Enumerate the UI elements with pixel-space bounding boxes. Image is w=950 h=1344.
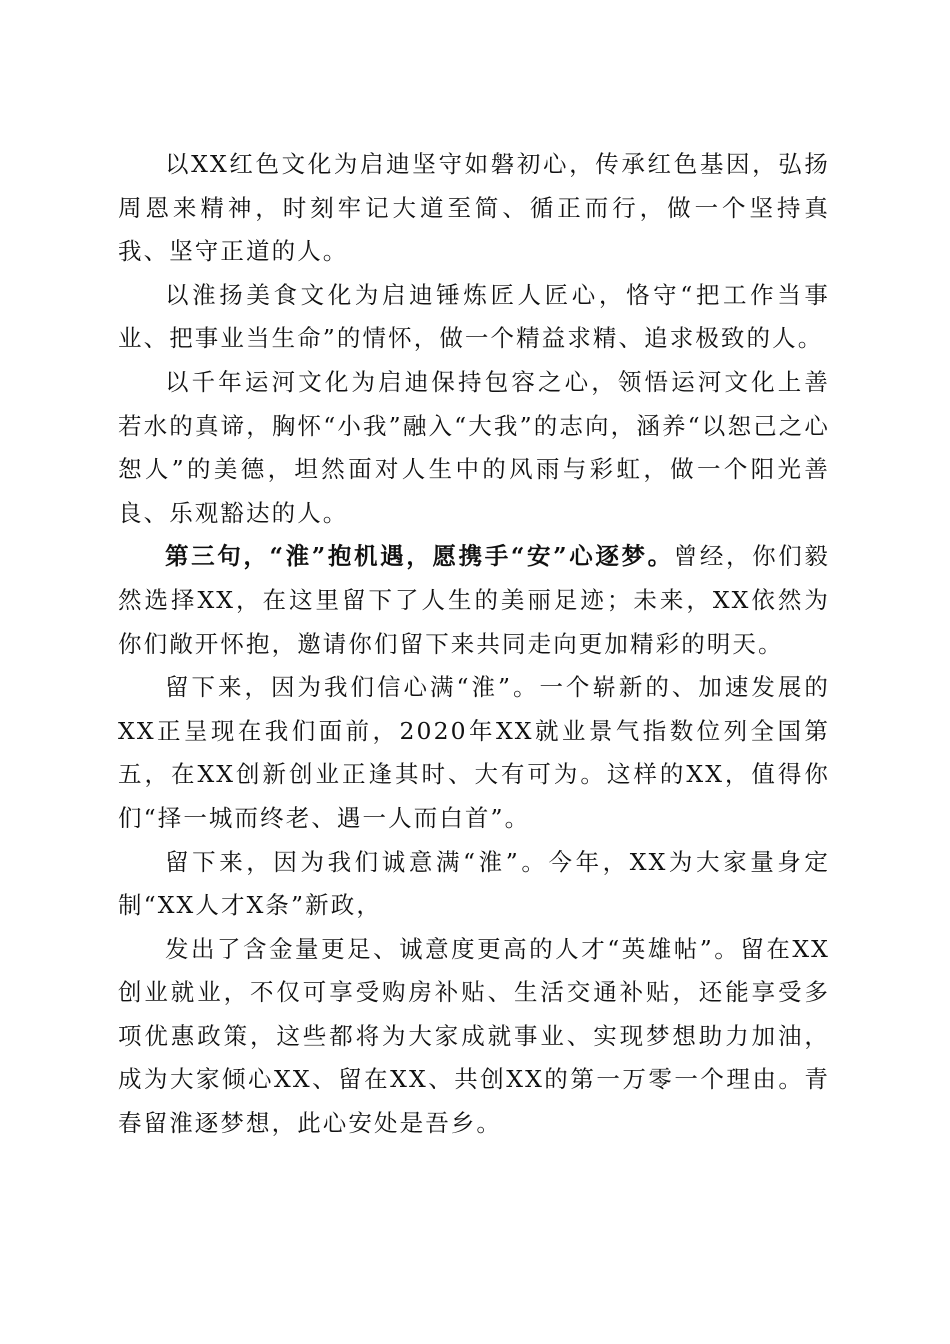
paragraph-text: 以XX红色文化为启迪坚守如磐初心，传承红色基因，弘扬周恩来精神，时刻牢记大道至简、循正而行，做一个坚持真我、坚守正道的人。 (118, 150, 830, 266)
paragraph-text: 曾经，你们毅然选择XX，在这里留下了人生的美丽足迹；未来，XX依然为你们敞开怀抱，邀请你们留下来共同走向更加精彩的明天。 (118, 542, 830, 658)
paragraph-text: 以淮扬美食文化为启迪锤炼匠人匠心，恪守“把工作当事业、把事业当生命”的情怀，做一个精益求精、追求极致的人。 (118, 280, 830, 353)
paragraph-text: 发出了含金量更足、诚意度更高的人才“英雄帖”。留在XX创业就业，不仅可享受购房补贴、生活交通补贴，还能享受多项优惠政策，这些都将为大家成就事业、实现梦想助力加油，成为大家倾心XX、留在XX、共创XX的第一万零一个理由。青春留淮逐梦想，此心安处是吾乡。 (118, 934, 830, 1138)
paragraph-lead-bold: 第三句，“淮”抱机遇，愿携手“安”心逐梦。 (165, 542, 674, 571)
document-body (118, 143, 830, 1146)
paragraph-sincerity (118, 841, 830, 928)
paragraph-text: 以千年运河文化为启迪保持包容之心，领悟运河文化上善若水的真谛，胸怀“小我”融入“大我”的志向，涵养“以恕己之心恕人”的美德，坦然面对人生中的风雨与彩虹，做一个阳光善良、乐观豁达的人。 (118, 367, 830, 527)
paragraph-food-culture (118, 274, 830, 361)
paragraph-talent-invitation (118, 928, 830, 1146)
paragraph-red-culture (118, 143, 830, 274)
paragraph-third-sentence (118, 535, 830, 666)
paragraph-text: 留下来，因为我们诚意满“淮”。今年，XX为大家量身定制“XX人才X条”新政， (118, 847, 830, 920)
paragraph-confidence (118, 666, 830, 840)
paragraph-text: 留下来，因为我们信心满“淮”。一个崭新的、加速发展的XX正呈现在我们面前，2020年XX就业景气指数位列全国第五，在XX创新创业正逢其时、大有可为。这样的XX，值得你们“择一城而终老、遇一人而白首”。 (118, 673, 830, 832)
paragraph-canal-culture (118, 361, 830, 535)
